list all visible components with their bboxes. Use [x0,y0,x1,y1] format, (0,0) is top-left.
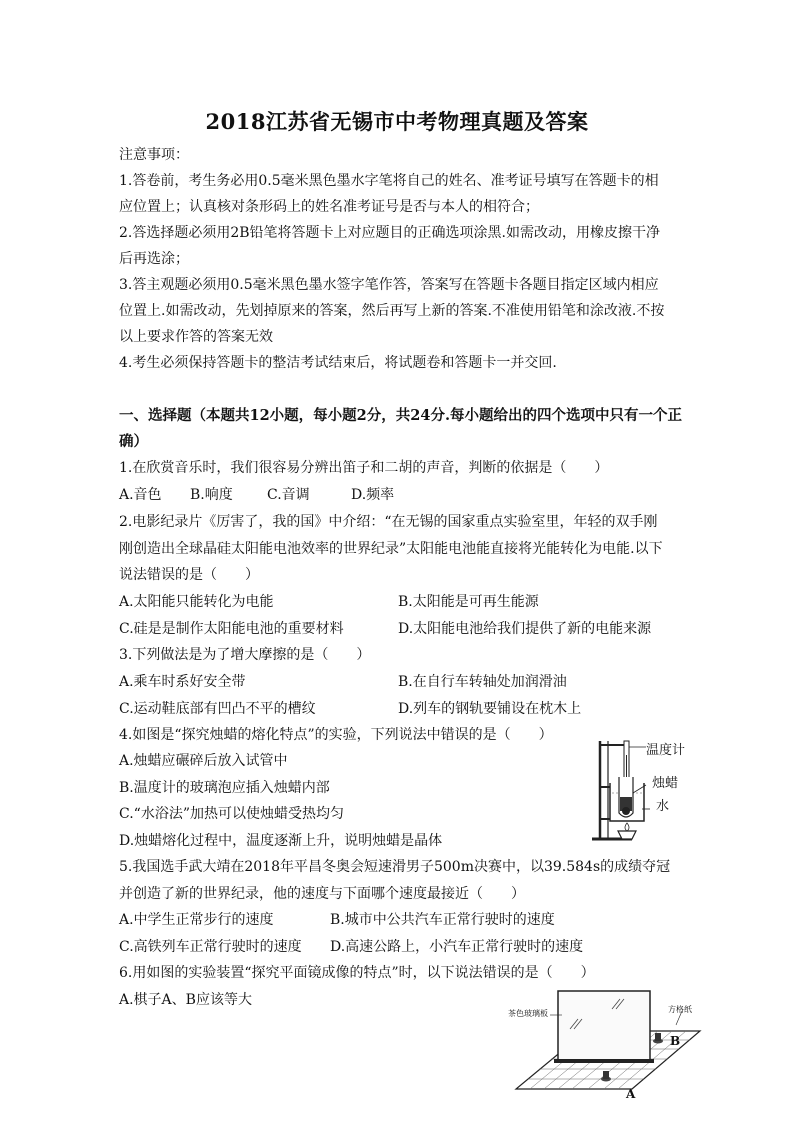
q1-option-a: A.音色 [119,487,162,503]
notice-line: 后再选涂； [119,251,189,267]
label-water: 水 [656,799,670,814]
q4-option-b: B.温度计的玻璃泡应插入烛蜡内部 [119,780,330,796]
q4-option-d: D.烛蜡熔化过程中，温度逐渐上升，说明烛蜡是晶体 [119,833,443,849]
notice-line: 1.答卷前，考生务必用0.5毫米黑色墨水字笔将自己的姓名、准考证号填写在答题卡的相 [119,173,659,189]
q1-option-b: B.响度 [190,487,233,503]
notice-heading: 注意事项： [119,147,189,163]
q4-option-a: A.烛蜡应碾碎后放入试管中 [119,753,288,769]
label-wax: 烛蜡 [652,776,679,791]
label-thermometer: 温度计 [646,743,686,758]
notice-line: 应位置上；认真核对条形码上的姓名准考证号是否与本人的相符合； [119,199,539,215]
question-6-stem: 6.用如图的实验装置“探究平面镜成像的特点”时，以下说法错误的是（ ） [119,965,595,981]
notice-line: 位置上.如需改动，先划掉原来的答案，然后再写上新的答案.不准使用铅笔和涂改液.不按 [119,303,665,319]
q1-option-c: C.音调 [267,487,310,503]
q2-option-b: B.太阳能是可再生能源 [398,594,539,610]
label-grid-paper: 方格纸 [668,1005,692,1014]
notice-line: 3.答主观题必须用0.5毫米黑色墨水签字笔作答，答案写在答题卡各题目指定区域内相应 [119,277,659,293]
label-piece-a: A [626,1087,636,1101]
q1-option-d: D.频率 [351,487,395,503]
notice-line: 2.答选择题必须用2B铅笔将答题卡上对应题目的正确选项涂黑.如需改动，用橡皮擦干净 [119,225,661,241]
q5-option-b: B.城市中公共汽车正常行驶时的速度 [330,912,555,928]
question-5-stem: 5.我国选手武大靖在2018年平昌冬奥会短速滑男子500m决赛中，以39.584s的成绩夺冠 [119,859,671,875]
q2-option-d: D.太阳能电池给我们提供了新的电能来源 [398,621,652,637]
q3-option-a: A.乘车时系好安全带 [119,674,246,690]
q3-option-c: C.运动鞋底部有凹凸不平的槽纹 [119,701,316,717]
label-piece-b: B [670,1034,681,1048]
section-heading-cont: 确） [119,433,148,450]
question-2-stem: 刚创造出全球晶硅太阳能电池效率的世界纪录”太阳能电池能直接将光能转化为电能.以下 [119,541,663,557]
q5-option-d: D.高速公路上，小汽车正常行驶时的速度 [330,939,584,955]
question-2-stem: 说法错误的是（ ） [119,567,259,583]
notice-line: 4.考生必须保持答题卡的整洁考试结束后，将试题卷和答题卡一并交回. [119,355,557,371]
label-glass-plate: 茶色玻璃板 [508,1009,548,1018]
q4-option-c: C.“水浴法”加热可以使烛蜡受热均匀 [119,806,344,822]
question-2-stem: 2.电影纪录片《厉害了，我的国》中介绍：“在无锡的国家重点实验室里，年轻的双手刚 [119,514,658,530]
q2-option-c: C.硅是是制作太阳能电池的重要材料 [119,621,344,637]
page-title: 2018江苏省无锡市中考物理真题及答案 [205,109,589,134]
question-1-stem: 1.在欣赏音乐时，我们很容易分辨出笛子和二胡的声音，判断的依据是（ ） [119,460,609,476]
q2-option-a: A.太阳能只能转化为电能 [119,594,274,610]
q6-option-a: A.棋子A、B应该等大 [119,992,252,1008]
section-heading: 一、选择题（本题共12小题，每小题2分，共24分.每小题给出的四个选项中只有一个正 [119,407,682,424]
question-5-stem: 并创造了新的世界纪录，他的速度与下面哪个速度最接近（ ） [119,886,525,902]
q5-option-c: C.高铁列车正常行驶时的速度 [119,939,302,955]
notice-line: 以上要求作答的答案无效 [119,329,273,345]
q3-option-d: D.列车的钢轨要铺设在枕木上 [398,701,582,717]
question-4-stem: 4.如图是“探究烛蜡的熔化特点”的实验，下列说法中错误的是（ ） [119,727,553,743]
q3-option-b: B.在自行车转轴处加润滑油 [398,674,567,690]
q5-option-a: A.中学生正常步行的速度 [119,912,274,928]
question-3-stem: 3.下列做法是为了增大摩擦的是（ ） [119,647,371,663]
